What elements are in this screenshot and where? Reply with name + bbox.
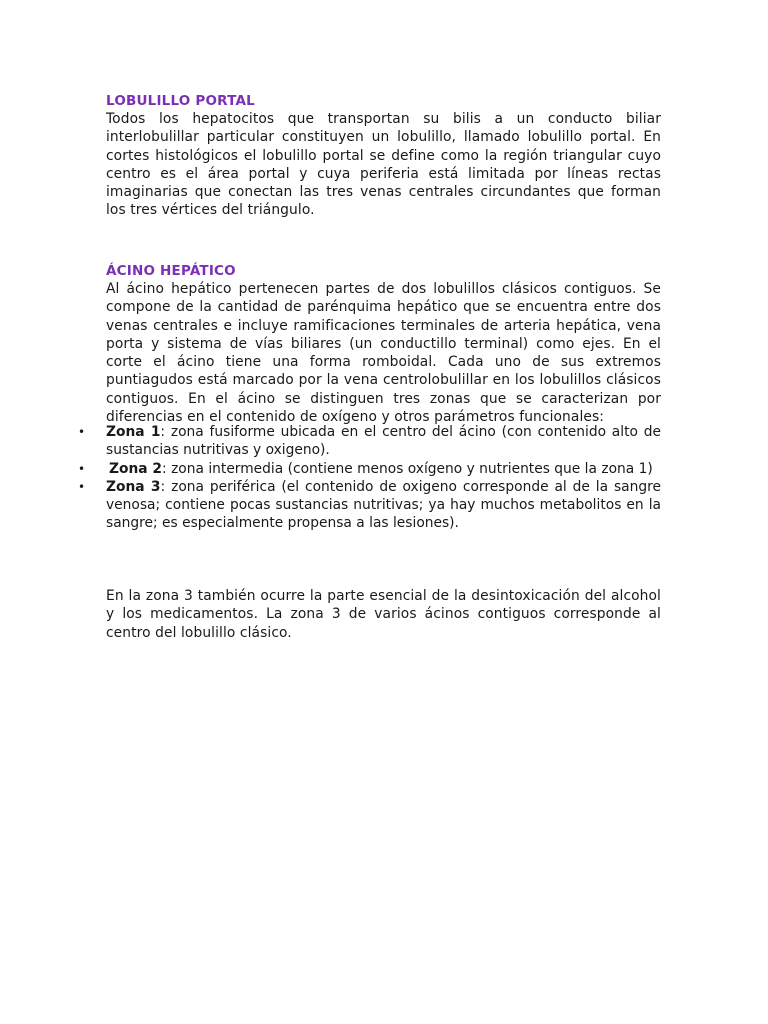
bullet-icon: • — [78, 479, 86, 494]
section-heading: LOBULILLO PORTAL — [106, 93, 255, 109]
bullet-icon: • — [78, 425, 86, 439]
section-acino-hepatico — [106, 262, 661, 426]
zone-description: : zona fusiforme ubicada en el centro del ácino (con contenido alto de sustancias nutritivas y oxigeno). — [106, 424, 661, 459]
section-lobulillo-portal — [106, 92, 661, 220]
zone-description: : zona intermedia (contiene menos oxígeno y nutrientes que la zona 1) — [162, 460, 653, 477]
list-item-zona-1 — [78, 423, 661, 460]
bullet-icon: • — [78, 461, 86, 476]
closing-paragraph: En la zona 3 también ocurre la parte esencial de la desintoxicación del alcohol y los medicamentos. La zona 3 de varios ácinos contiguos corresponde al centro del lobulillo clásico. — [106, 588, 661, 641]
section-paragraph: Todos los hepatocitos que transportan su bilis a un conducto biliar interlobulillar particular constituyen un lobulillo, llamado lobulillo portal. En cortes histológicos el lobulillo portal se define como la región triangular cuyo centro es el área portal y cuya periferia está limitada por líneas rectas imaginarias que conectan las tres venas centrales circundantes que forman los tres vértices del triángulo. — [106, 111, 661, 219]
list-item-zona-2 — [78, 460, 661, 478]
zone-name: Zona 2 — [109, 460, 163, 477]
section-heading: ÁCINO HEPÁTICO — [106, 263, 236, 279]
zone-name: Zona 3 — [106, 478, 161, 495]
list-item-zona-3 — [78, 478, 661, 533]
zone-name: Zona 1 — [106, 424, 161, 440]
zone-description: : zona periférica (el contenido de oxigeno corresponde al de la sangre venosa; contiene pocas sustancias nutritivas; ya hay muchos metabolitos en la sangre; es especialmente propensa a las lesiones). — [106, 478, 661, 532]
zones-list — [78, 423, 661, 533]
section-paragraph: Al ácino hepático pertenecen partes de dos lobulillos clásicos contiguos. Se compone de la cantidad de parénquima hepático que se encuentra entre dos venas centrales e incluye ramificaciones terminales de arteria hepática, vena porta y sistema de vías biliares (un conductillo terminal) como ejes. En el corte el ácino tiene una forma romboidal. Cada uno de sus extremos puntiagudos está marcado por la vena centrolobulillar en los lobulillos clásicos contiguos. En el ácino se distinguen tres zonas que se caracterizan por diferencias en el contenido de oxígeno y otros parámetros funcionales: — [106, 281, 661, 426]
closing-paragraph-block — [106, 587, 661, 642]
